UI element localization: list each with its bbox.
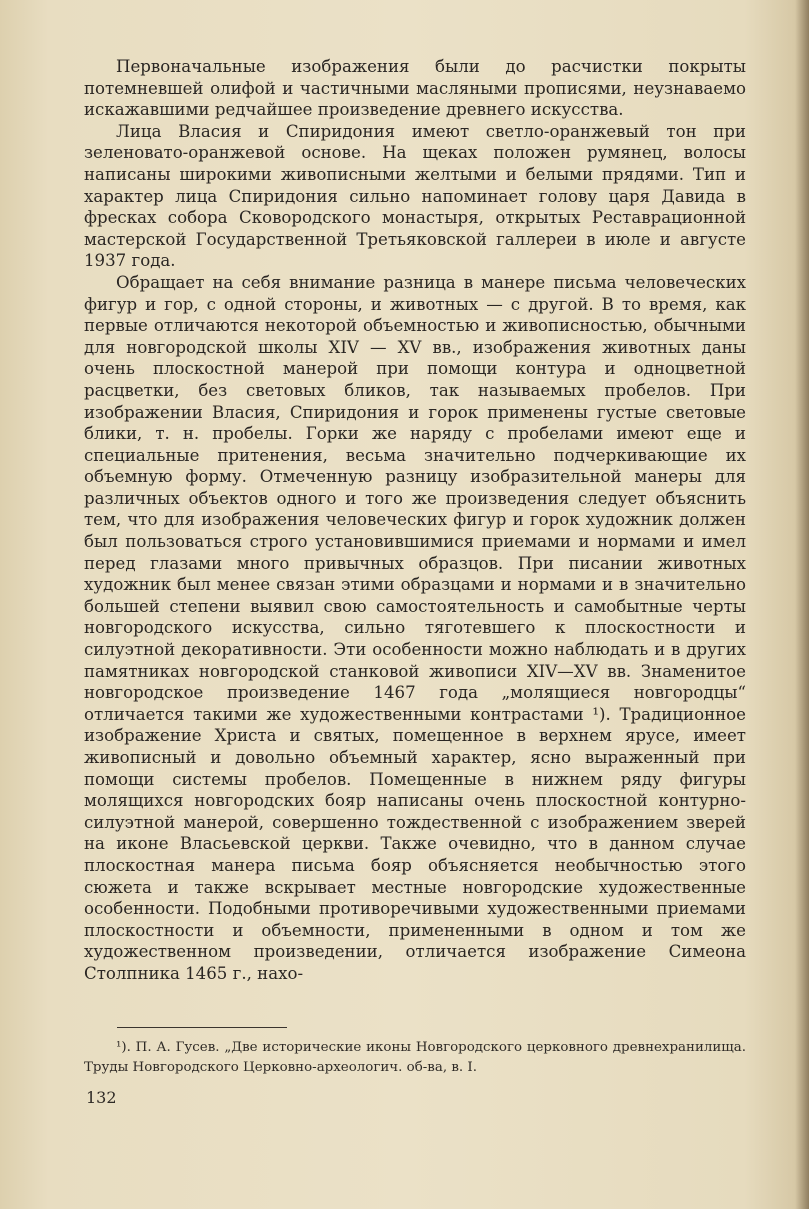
footnote-divider	[117, 1027, 287, 1028]
page-spine-shadow	[795, 0, 809, 1209]
paragraph-3: Обращает на себя внимание разница в манере письма человеческих фигур и гор, с одной стороны, и животных — с другой. В то время, как первые отличаются некоторой объемностью и живописностью, обычными для новгородской школы XIV — XV вв., изображения животных даны очень плоскостной манерой при помощи контура и одноцветной расцветки, без световых бликов, так называемых пробелов. При изображении Власия, Спиридония и горок применены густые световые блики, т. н. пробелы. Горки же наряду с пробелами имеют еще и специальные притенения, весьма значительно подчеркивающие их объемную форму. Отмеченную разницу изобразительной манеры для различных объектов одного и того же произведения следует объяснить тем, что для изображения человеческих фигур и горок художник должен был пользоваться строго установившимися приемами и нормами и имел перед глазами много привычных образцов. При писании животных художник был менее связан этими образцами и нормами и в значительно большей степени выявил свою самостоятельность и самобытные черты новгородского искусства, сильно тяготевшего к плоскостности и силуэтной декоративности. Эти особенности можно наблюдать и в других памятниках новгородской станковой живописи XIV—XV вв. Знаменитое новгородское произведение 1467 года „молящиеся новгородцы“ отличается такими же художественными контрастами ¹). Традиционное изображение Христа и святых, помещенное в верхнем ярусе, имеет живописный и довольно объемный характер, ясно выраженный при помощи системы пробелов. Помещенные в нижнем ряду фигуры молящихся новгородских бояр написаны очень плоскостной контурно-силуэтной манерой, совершенно тождественной с изображением зверей на иконе Власьевской церкви. Также очевидно, что в данном случае плоскостная манера письма бояр объясняется необычностью этого сюжета и также вскрывает местные новгородские художественные особенности. Подобными противоречивыми художественными приемами плоскостности и объемности, примененными в одном и том же художественном произведении, отличается изображение Симеона Столпника 1465 г., нахо-	[84, 272, 746, 983]
page-number: 132	[86, 1088, 117, 1107]
paragraph-2: Лица Власия и Спиридония имеют светло-оранжевый тон при зеленовато-оранжевой основе. На щеках положен румянец, волосы написаны широкими живописными желтыми и белыми прядями. Тип и характер лица Спиридония сильно напоминает голову царя Давида в фресках собора Сковородского монастыря, открытых Реставрационной мастерской Государственной Третьяковской галлереи в июле и августе 1937 года.	[84, 121, 746, 271]
footnote: ¹). П. А. Гусев. „Две исторические иконы Новгородского церковного древнехранилища. Труды Новгородского Церковно-археологич. об-ва, в. I.	[84, 1040, 746, 1075]
paragraph-1: Первоначальные изображения были до расчистки покрыты потемневшей олифой и частичными масляными прописями, неузнаваемо искажавшими редчайшее произведение древнего искусства.	[84, 57, 746, 120]
main-text	[84, 56, 746, 985]
